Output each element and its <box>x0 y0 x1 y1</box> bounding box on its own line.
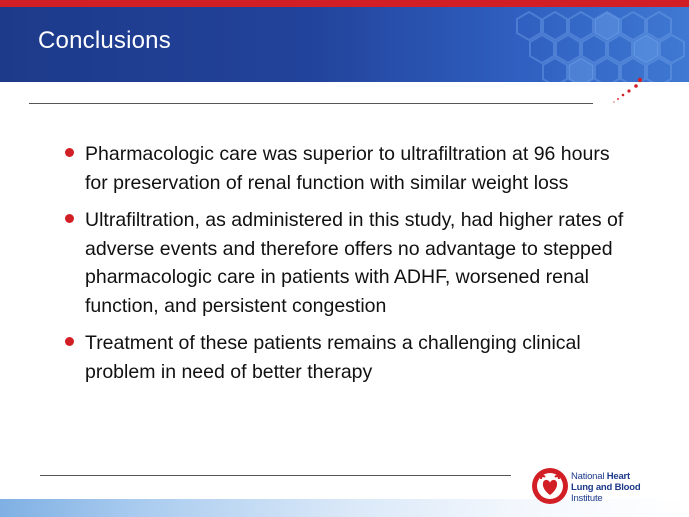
bullet-marker <box>65 214 74 223</box>
logo-text-heart: Heart <box>606 471 630 482</box>
nhlbi-heart-lung-icon <box>531 467 569 505</box>
nhlbi-logo-text <box>571 471 663 504</box>
bullet-marker <box>65 148 74 157</box>
logo-text-institute: Institute <box>571 493 603 504</box>
bullet-item <box>64 329 624 386</box>
bullet-text: Ultrafiltration, as administered in this study, had higher rates of adverse events and therefore offers no advantage to stepped pharmacologic care in patients with ADHF, worsened renal function, and persistent congestion <box>85 209 624 317</box>
top-divider <box>29 103 593 104</box>
bullet-item <box>64 140 624 197</box>
nhlbi-logo <box>531 467 661 505</box>
logo-text-national: National <box>571 471 607 482</box>
bullet-marker <box>65 337 74 346</box>
bullet-text: Treatment of these patients remains a challenging clinical problem in need of better therapy <box>85 332 581 383</box>
bottom-divider <box>40 475 511 476</box>
bullet-text: Pharmacologic care was superior to ultrafiltration at 96 hours for preservation of renal function with similar weight loss <box>85 143 610 194</box>
hexagon-pattern-decoration <box>499 7 689 82</box>
logo-text-lung-blood: Lung and Blood <box>571 482 641 493</box>
bullet-item <box>64 206 624 320</box>
top-red-stripe <box>0 0 689 7</box>
slide-title: Conclusions <box>38 27 171 54</box>
slide-header <box>0 7 689 82</box>
bullet-list <box>64 140 624 395</box>
red-dots-decoration <box>608 76 648 110</box>
